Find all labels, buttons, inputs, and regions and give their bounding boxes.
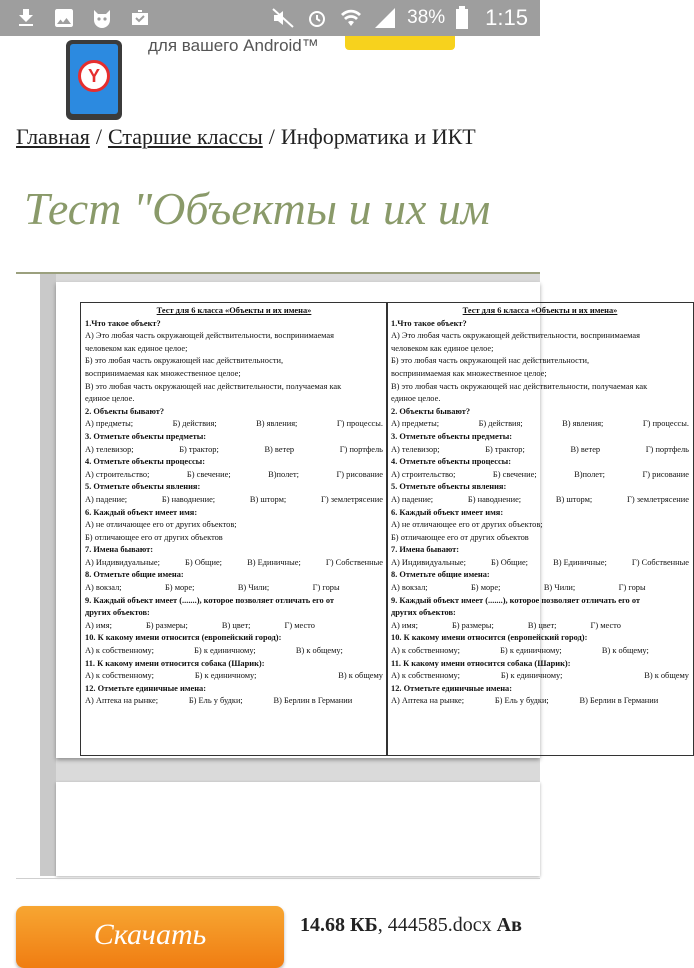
question-line: 2. Объекты бывают? [85, 406, 165, 416]
question-line: 10. К какому имени относится (европейский город): [391, 633, 588, 643]
question-line: 1.Что такое объект? [85, 318, 161, 328]
answer-option: В) Чили; [543, 583, 576, 593]
download-button[interactable] [16, 906, 284, 968]
answer-option: В) Единичные; [553, 557, 607, 567]
mute-icon [271, 6, 295, 30]
question-line: других объектов: [391, 608, 456, 618]
answer-line: Б) отличающее его от других объектов [85, 532, 223, 542]
answer-option: Б) наводнение; [161, 494, 216, 504]
battery-icon [455, 6, 469, 30]
answer-option: Г) портфель [645, 444, 689, 454]
cat-app-icon [90, 6, 114, 30]
question-line: 6. Каждый объект имеет имя: [391, 507, 504, 517]
answer-row [391, 670, 689, 683]
answer-option: Б) к единичному; [194, 646, 256, 656]
answer-option: А) падение; [85, 494, 128, 504]
answer-option: Г) рисование [642, 469, 689, 479]
answer-option: А) Индивидуальные; [391, 557, 466, 567]
answer-option: В) Берлин в Германии [273, 696, 353, 706]
file-size: 14.68 КБ [300, 914, 378, 936]
answer-option: Г) горы [312, 583, 340, 593]
answer-row [391, 469, 689, 482]
answer-option: Г) землетрясение [321, 494, 383, 504]
answer-option: А) Аптека на рынке; [391, 696, 465, 706]
answer-option: В) Единичные; [247, 557, 301, 567]
answer-option: Г) Собственные [631, 557, 689, 567]
answer-option: Б) действия; [478, 419, 523, 429]
answer-option: Г) портфель [339, 444, 383, 454]
signal-icon [373, 6, 397, 30]
answer-option: Б) Ель у будки; [494, 696, 549, 706]
question-line: 9. Каждый объект имеет (.......), которое позволяет отличать его от [391, 595, 641, 605]
wifi-icon [339, 6, 363, 30]
ad-install-button[interactable] [345, 36, 455, 50]
answer-option: Г) место [590, 620, 621, 630]
answer-row [85, 418, 383, 431]
answer-option: Б) к единичному; [500, 646, 562, 656]
answer-option: А) вокзал; [85, 583, 122, 593]
answer-option: А) предметы; [391, 419, 440, 429]
question-line: 8. Отметьте общие имена: [391, 570, 490, 580]
question-line: 9. Каждый объект имеет (.......), которое позволяет отличать его от [85, 595, 335, 605]
answer-option: Б) размеры; [451, 620, 494, 630]
question-line: 2. Объекты бывают? [391, 406, 471, 416]
question-line: 7. Имена бывают: [391, 545, 460, 555]
answer-option: Б) трактор; [179, 444, 219, 454]
answer-line: воспринимаемая как множественное целое; [85, 368, 241, 378]
answer-line: В) это любая часть окружающей нас действительности, получаемая как [85, 381, 342, 391]
answer-option: А) имя; [391, 620, 418, 630]
answer-option: А) вокзал; [391, 583, 428, 593]
answer-row [85, 444, 383, 457]
document-page [56, 282, 689, 758]
answer-option: Г) горы [618, 583, 646, 593]
question-line: 4. Отметьте объекты процессы: [391, 457, 511, 467]
question-line: 12. Отметьте единичные имена: [85, 683, 207, 693]
answer-option: В)полет; [574, 469, 605, 479]
question-line: 8. Отметьте общие имена: [85, 570, 184, 580]
answer-option: В) явления; [562, 419, 604, 429]
answer-line: Б) это любая часть окружающей нас действительности, [391, 356, 590, 366]
file-info [300, 914, 522, 937]
answer-option: В) Берлин в Германии [579, 696, 659, 706]
answer-option: В) к общему; [601, 646, 649, 656]
answer-option: В) к общему [338, 671, 383, 681]
answer-option: В) Чили; [237, 583, 270, 593]
answer-row [391, 620, 689, 633]
answer-option: А) Аптека на рынке; [85, 696, 159, 706]
ad-banner[interactable] [0, 36, 540, 118]
answer-option: Г) рисование [336, 469, 383, 479]
question-line: 10. К какому имени относится (европейский город): [85, 633, 282, 643]
question-line: 5. Отметьте объекты явления: [85, 482, 201, 492]
answer-row [85, 582, 383, 595]
answer-row [391, 494, 689, 507]
answer-row [391, 557, 689, 570]
answer-row [85, 695, 383, 708]
answer-option: А) телевизор; [391, 444, 440, 454]
answer-line: В) это любая часть окружающей нас действительности, получаемая как [391, 381, 648, 391]
answer-option: А) имя; [85, 620, 112, 630]
answer-line: А) не отличающее его от других объектов; [391, 520, 543, 530]
breadcrumb-separator: / [95, 124, 102, 149]
answer-row [391, 444, 689, 457]
answer-line: А) Это любая часть окружающей действительности, воспринимаемая [391, 331, 640, 341]
alarm-icon [305, 6, 329, 30]
image-icon [52, 6, 76, 30]
answer-option: В) шторм; [249, 494, 287, 504]
breadcrumb [16, 124, 476, 150]
answer-option: А) к собственному; [391, 646, 460, 656]
answer-option: В) к общему; [295, 646, 343, 656]
question-line: 7. Имена бывают: [85, 545, 154, 555]
answer-line: Б) отличающее его от других объектов [391, 532, 529, 542]
answer-option: В)полет; [268, 469, 299, 479]
answer-option: В) цвет; [527, 620, 557, 630]
ad-text: для вашего Android™ [148, 36, 319, 55]
test-header: Тест для 6 класса «Объекты и их имена» [462, 306, 618, 315]
answer-line: единое целое. [391, 394, 441, 404]
ad-phone-image [66, 40, 122, 120]
answer-row [85, 469, 383, 482]
briefcase-icon [128, 6, 152, 30]
answer-row [391, 645, 689, 658]
download-icon [14, 6, 38, 30]
answer-row [391, 695, 689, 708]
answer-option: Б) Общие; [185, 557, 223, 567]
answer-option: Б) к единичному; [194, 671, 257, 681]
answer-line: Б) это любая часть окружающей нас действительности, [85, 356, 284, 366]
question-line: 5. Отметьте объекты явления: [391, 482, 507, 492]
breadcrumb-current: Информатика и ИКТ [280, 124, 476, 149]
clock: 1:15 [485, 5, 528, 30]
status-bar [0, 0, 540, 36]
answer-option: Б) море; [471, 583, 501, 593]
question-line: 12. Отметьте единичные имена: [391, 683, 513, 693]
question-line: 1.Что такое объект? [391, 318, 467, 328]
page-title: Тест "Объекты и их им [24, 183, 491, 234]
question-line: других объектов: [85, 608, 150, 618]
answer-option: Г) Собственные [325, 557, 383, 567]
test-sheet-left [80, 302, 388, 756]
answer-option: Г) место [284, 620, 315, 630]
question-line: 11. К какому имени относится собака (Шарик): [85, 658, 265, 668]
answer-option: В) цвет; [221, 620, 251, 630]
answer-line: А) Это любая часть окружающей действительности, воспринимаемая [85, 331, 334, 341]
answer-option: Г) процессы. [642, 419, 689, 429]
answer-option: А) к собственному; [85, 646, 154, 656]
yandex-logo-icon: Y [78, 60, 110, 92]
file-name[interactable]: , 444585.docx [377, 914, 497, 936]
answer-option: Б) к единичному; [500, 671, 563, 681]
battery-percent: 38% [407, 7, 446, 28]
test-header: Тест для 6 класса «Объекты и их имена» [156, 306, 312, 315]
answer-option: А) к собственному; [85, 671, 154, 681]
answer-option: Б) трактор; [485, 444, 525, 454]
answer-option: В) ветер [570, 444, 601, 454]
answer-option: Б) наводнение; [467, 494, 522, 504]
test-sheet-right [386, 302, 694, 756]
question-line: 4. Отметьте объекты процессы: [85, 457, 205, 467]
answer-option: Г) процессы. [336, 419, 383, 429]
answer-option: Б) размеры; [145, 620, 188, 630]
answer-option: Б) Ель у будки; [188, 696, 243, 706]
document-page-2 [56, 782, 540, 876]
answer-option: А) к собственному; [391, 671, 460, 681]
answer-option: Б) Общие; [491, 557, 529, 567]
answer-option: В) к общему [644, 671, 689, 681]
answer-option: А) предметы; [85, 419, 134, 429]
answer-row [85, 670, 383, 683]
answer-line: А) не отличающее его от других объектов; [85, 520, 237, 530]
answer-option: А) телевизор; [85, 444, 134, 454]
answer-option: Б) свечение; [492, 469, 537, 479]
answer-line: единое целое. [85, 394, 135, 404]
preview-border [40, 274, 56, 876]
breadcrumb-home-link[interactable]: Главная [16, 124, 90, 149]
answer-row [391, 582, 689, 595]
file-author: Ав [496, 914, 522, 936]
answer-option: А) падение; [391, 494, 434, 504]
answer-line: человеком как единое целое; [85, 343, 188, 353]
answer-row [391, 418, 689, 431]
answer-row [85, 645, 383, 658]
answer-option: Б) свечение; [186, 469, 231, 479]
answer-option: Г) землетрясение [627, 494, 689, 504]
download-button-label: Скачать [93, 918, 207, 951]
answer-row [85, 557, 383, 570]
question-line: 11. К какому имени относится собака (Шарик): [391, 658, 571, 668]
answer-option: В) явления; [256, 419, 298, 429]
answer-line: воспринимаемая как множественное целое; [391, 368, 547, 378]
answer-line: человеком как единое целое; [391, 343, 494, 353]
answer-option: В) ветер [264, 444, 295, 454]
question-line: 6. Каждый объект имеет имя: [85, 507, 198, 517]
breadcrumb-section-link[interactable]: Старшие классы [107, 124, 263, 149]
breadcrumb-separator: / [268, 124, 275, 149]
answer-option: А) Индивидуальные; [85, 557, 160, 567]
answer-option: А) строительство; [85, 469, 150, 479]
answer-row [85, 620, 383, 633]
answer-option: Б) действия; [172, 419, 217, 429]
question-line: 3. Отметьте объекты предметы: [391, 431, 513, 441]
question-line: 3. Отметьте объекты предметы: [85, 431, 207, 441]
answer-option: А) строительство; [391, 469, 456, 479]
answer-option: В) шторм; [555, 494, 593, 504]
divider [16, 878, 540, 879]
answer-row [85, 494, 383, 507]
answer-option: Б) море; [165, 583, 195, 593]
